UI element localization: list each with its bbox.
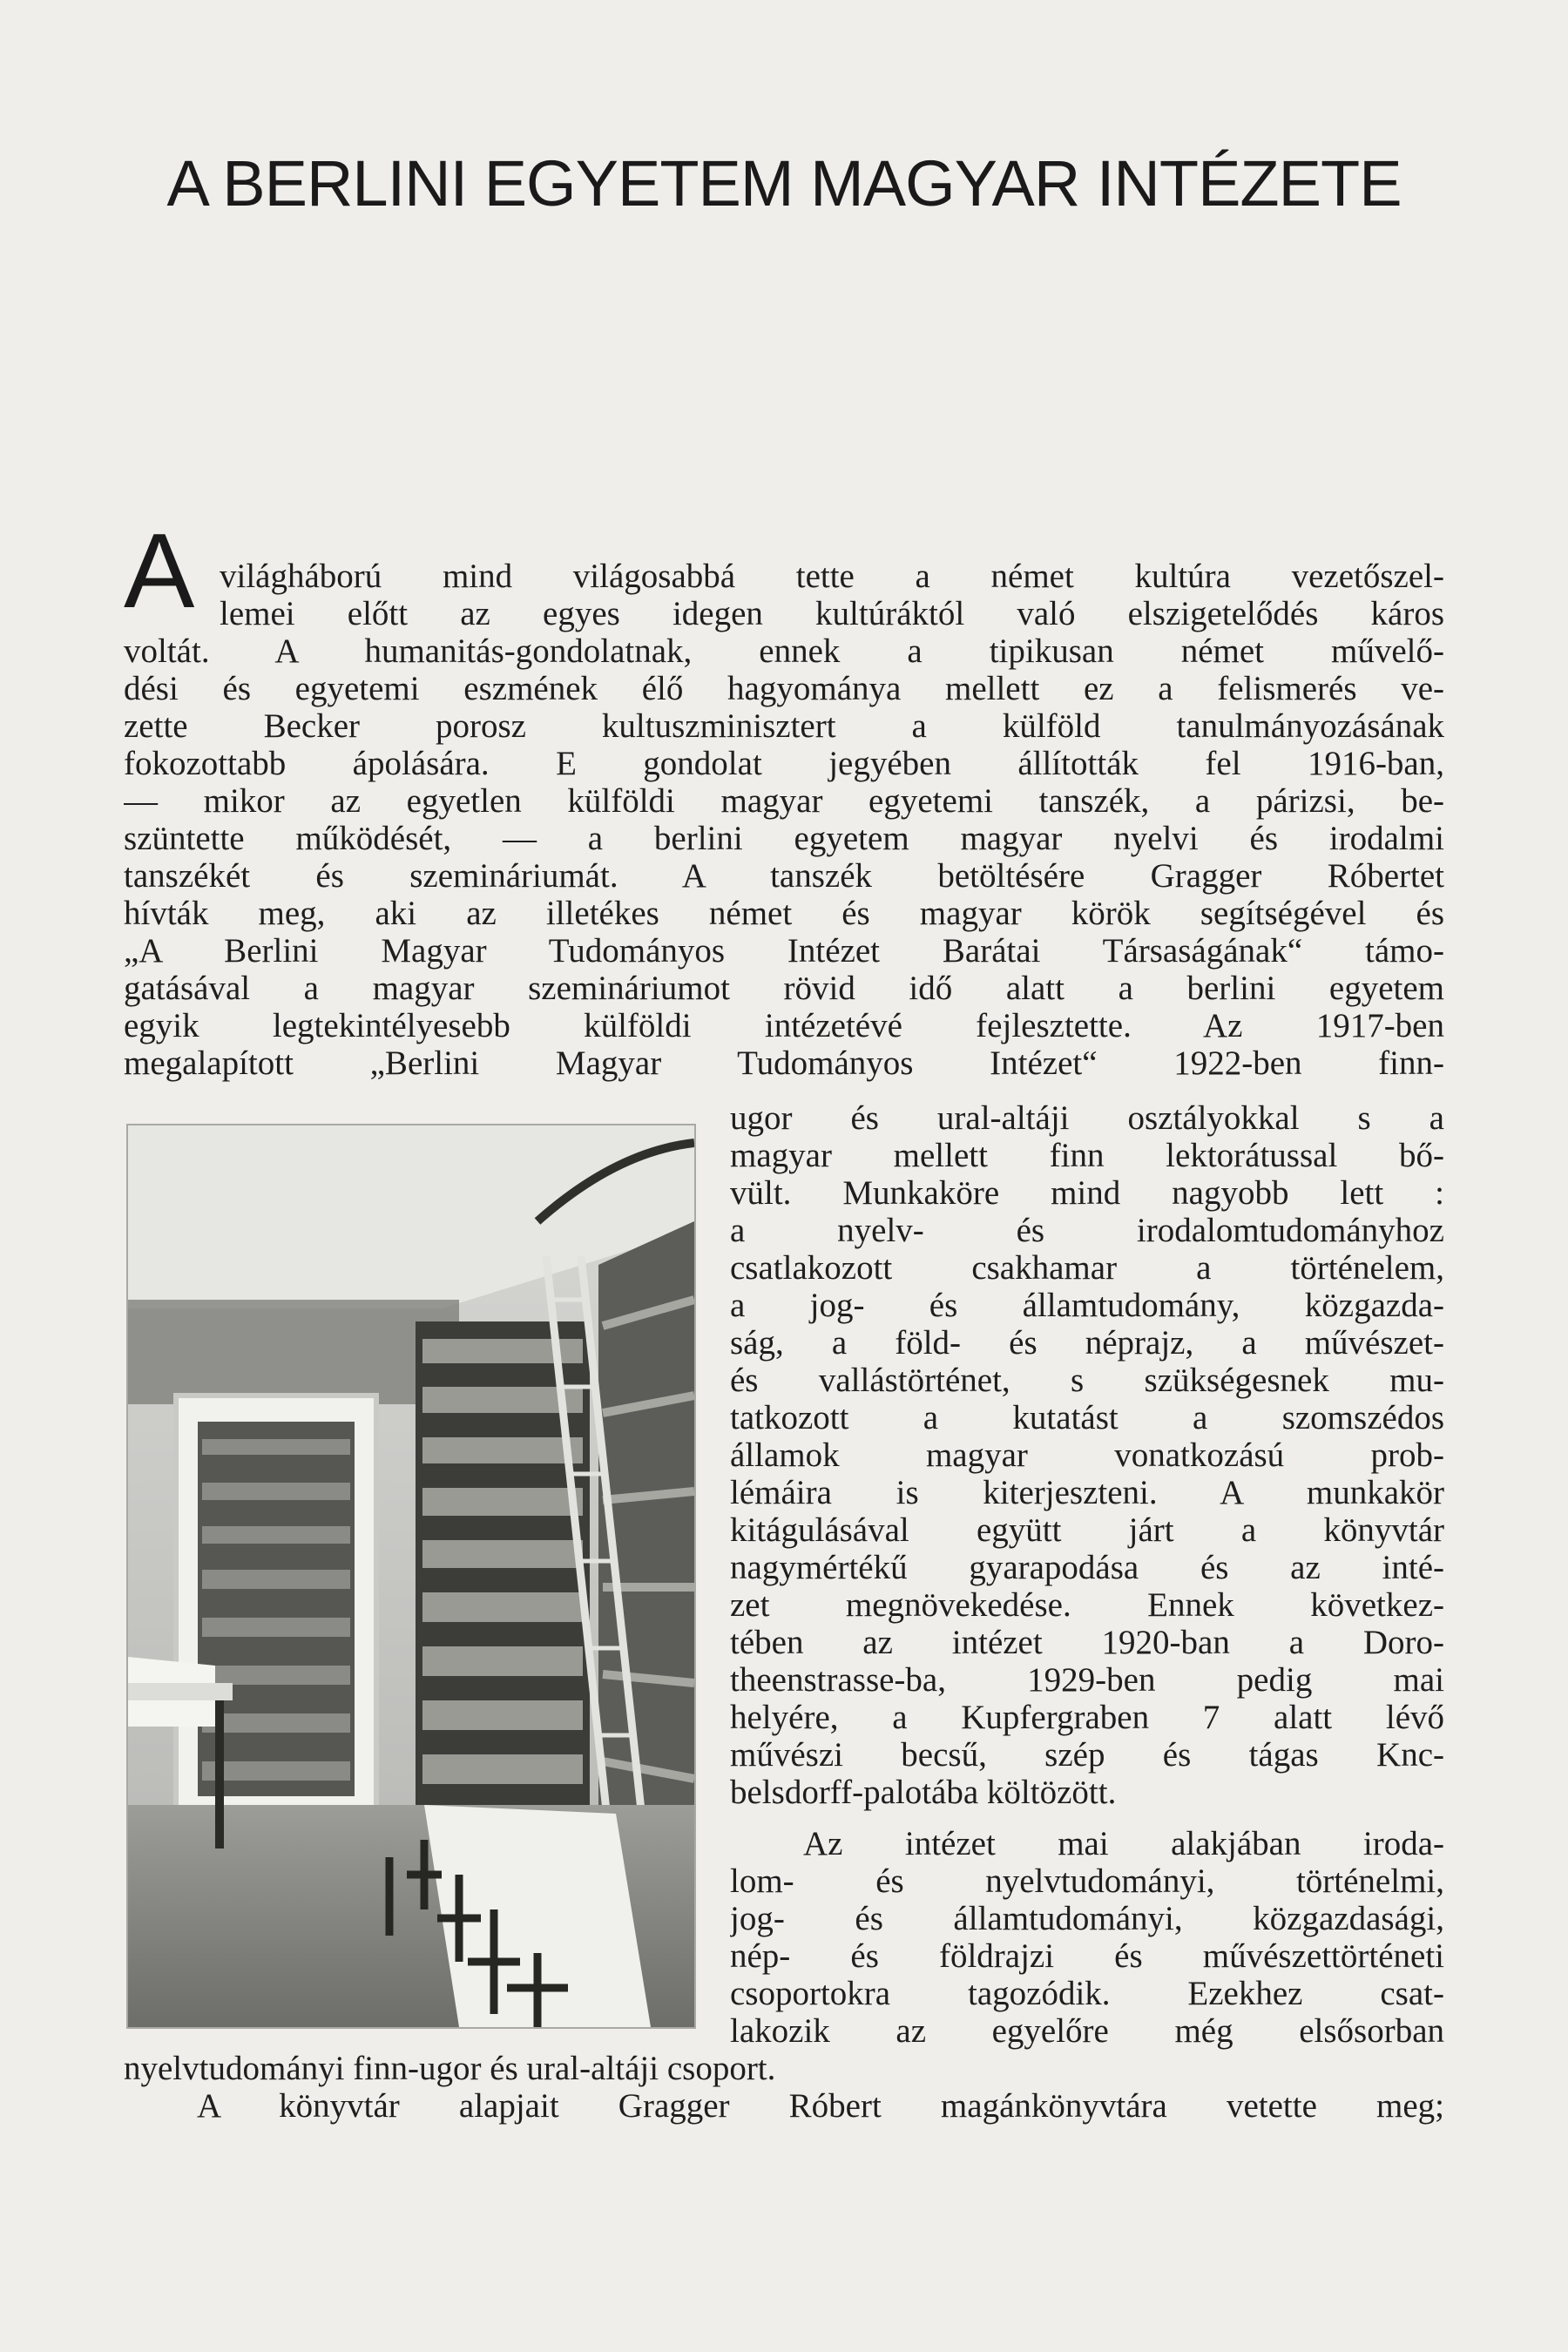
text-line: szüntette működését, — a berlini egyetem magyar nyelvi és irodalmi [124, 820, 1444, 857]
text-line: csatlakozott csakhamar a történelem, [730, 1249, 1444, 1287]
text-line: fokozottabb ápolására. E gondolat jegyében állították fel 1916-ban, [124, 745, 1444, 782]
text-line: magyar mellett finn lektorátussal bő- [730, 1137, 1444, 1174]
text-line: művészi becsű, szép és tágas Knc- [730, 1736, 1444, 1774]
text-line: tében az intézet 1920-ban a Doro- [730, 1624, 1444, 1661]
text-line: jog- és államtudományi, közgazdasági, [730, 1900, 1444, 1937]
text-line: hívták meg, aki az illetékes német és magyar körök segítségével és [124, 895, 1444, 932]
text-line: ugor és ural-altáji osztályokkal s a [730, 1099, 1444, 1137]
text-line: gatásával a magyar szemináriumot rövid idő alatt a berlini egyetem [124, 970, 1444, 1007]
text-line: Az intézet mai alakjában iroda- [803, 1825, 1444, 1862]
text-line: megalapított „Berlini Magyar Tudományos Intézet“ 1922-ben finn- [124, 1044, 1444, 1082]
text-line: ság, a föld- és néprajz, a művészet- [730, 1324, 1444, 1362]
text-line: vült. Munkaköre mind nagyobb lett : [730, 1174, 1444, 1212]
text-line: tanszékét és szemináriumát. A tanszék betöltésére Gragger Róbertet [124, 857, 1444, 895]
text-line: a jog- és államtudomány, közgazda- [730, 1287, 1444, 1324]
text-line: — mikor az egyetlen külföldi magyar egyetemi tanszék, a párizsi, be- [124, 782, 1444, 820]
text-line: zette Becker porosz kultuszminisztert a külföld tanulmányozásának [124, 707, 1444, 745]
text-line: világháború mind világosabbá tette a német kultúra vezetőszel- [220, 558, 1444, 595]
text-line: theenstrasse-ba, 1929-ben pedig mai [730, 1661, 1444, 1699]
text-line: lom- és nyelvtudományi, történelmi, [730, 1862, 1444, 1900]
text-line: kitágulásával együtt járt a könyvtár [730, 1511, 1444, 1549]
text-line: lémáira is kiterjeszteni. A munkakör [730, 1474, 1444, 1511]
text-line: csoportokra tagozódik. Ezekhez csat- [730, 1975, 1444, 2012]
text-line: nyelvtudományi finn-ugor és ural-altáji csoport. [124, 2050, 776, 2087]
text-line: lemei előtt az egyes idegen kultúráktól való elszigetelődés káros [220, 595, 1444, 632]
text-line: voltát. A humanitás-gondolatnak, ennek a tipikusan német művelő- [124, 632, 1444, 670]
library-photo-image [128, 1125, 694, 2027]
text-line: államok magyar vonatkozású prob- [730, 1436, 1444, 1474]
text-line: helyére, a Kupfergraben 7 alatt lévő [730, 1699, 1444, 1736]
text-line: a nyelv- és irodalomtudományhoz [730, 1212, 1444, 1249]
text-line: és vallástörténet, s szükségesnek mu- [730, 1362, 1444, 1399]
text-line: „A Berlini Magyar Tudományos Intézet Barátai Társaságának“ támo- [124, 932, 1444, 970]
text-line: nagymértékű gyarapodása és az inté- [730, 1549, 1444, 1586]
drop-cap: A [124, 511, 195, 630]
text-line: zet megnövekedése. Ennek következ- [730, 1586, 1444, 1624]
page-title: A BERLINI EGYETEM MAGYAR INTÉZETE [166, 147, 1402, 220]
text-line: nép- és földrajzi és művészettörténeti [730, 1937, 1444, 1975]
text-line: lakozik az egyelőre még elsősorban [730, 2012, 1444, 2050]
text-line: A könyvtár alapjait Gragger Róbert magánkönyvtára vetette meg; [197, 2087, 1444, 2125]
text-line: dési és egyetemi eszmének élő hagyománya mellett ez a felismerés ve- [124, 670, 1444, 707]
text-line: belsdorff-palotába költözött. [730, 1774, 1117, 1811]
text-line: tatkozott a kutatást a szomszédos [730, 1399, 1444, 1436]
library-photo [126, 1124, 696, 2029]
text-line: egyik legtekintélyesebb külföldi intézetévé fejlesztette. Az 1917-ben [124, 1007, 1444, 1044]
